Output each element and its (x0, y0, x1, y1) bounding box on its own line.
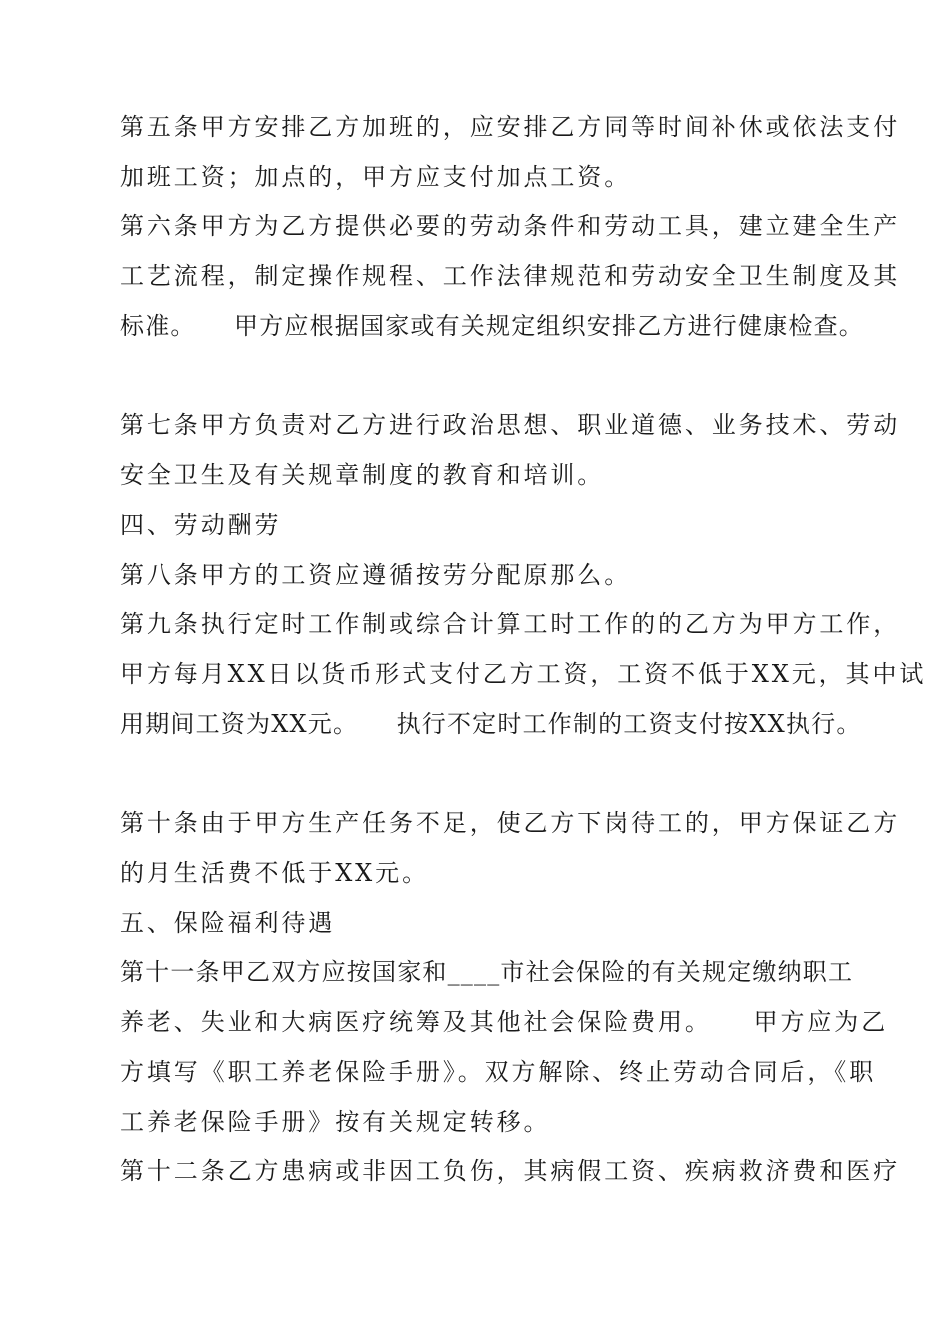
text-line-18: 方填写《职工养老保险手册》。双方解除、终止劳动合同后，《职 (120, 1058, 877, 1086)
text-line-17: 养老、失业和大病医疗统筹及其他社会保险费用。 甲方应为乙 (120, 1008, 889, 1036)
text-line-14: 的月生活费不低于XX元。 (120, 859, 429, 887)
text-line-20: 第十二条乙方患病或非因工负伤，其病假工资、疾病救济费和医疗 (120, 1157, 901, 1185)
text-line-10: 第九条执行定时工作制或综合计算工时工作的的乙方为甲方工作， (120, 610, 901, 638)
text-line-12: 用期间工资为XX元。 执行不定时工作制的工资支付按XX执行。 (120, 710, 862, 738)
text-line-19: 工养老保险手册》按有关规定转移。 (120, 1108, 551, 1136)
text-line-6: 第七条甲方负责对乙方进行政治思想、职业道德、业务技术、劳动 (120, 411, 901, 439)
section-heading-4: 四、劳动酬劳 (120, 511, 282, 539)
section-heading-5: 五、保险福利待遇 (120, 909, 336, 937)
text-line-3: 第六条甲方为乙方提供必要的劳动条件和劳动工具，建立建全生产 (120, 212, 901, 240)
text-line-7: 安全卫生及有关规章制度的教育和培训。 (120, 461, 605, 489)
text-line-1: 第五条甲方安排乙方加班的，应安排乙方同等时间补休或依法支付 (120, 113, 901, 141)
text-line-4: 工艺流程，制定操作规程、工作法律规范和劳动安全卫生制度及其 (120, 262, 901, 290)
text-line-2: 加班工资；加点的，甲方应支付加点工资。 (120, 163, 632, 191)
text-line-13: 第十条由于甲方生产任务不足，使乙方下岗待工的，甲方保证乙方 (120, 809, 901, 837)
text-line-9: 第八条甲方的工资应遵循按劳分配原那么。 (120, 561, 632, 589)
text-line-16: 第十一条甲乙双方应按国家和____市社会保险的有关规定缴纳职工 (120, 958, 854, 986)
text-line-11: 甲方每月XX日以货币形式支付乙方工资，工资不低于XX元，其中试 (120, 660, 927, 688)
text-line-5: 标准。 甲方应根据国家或有关规定组织安排乙方进行健康检查。 (120, 312, 864, 340)
